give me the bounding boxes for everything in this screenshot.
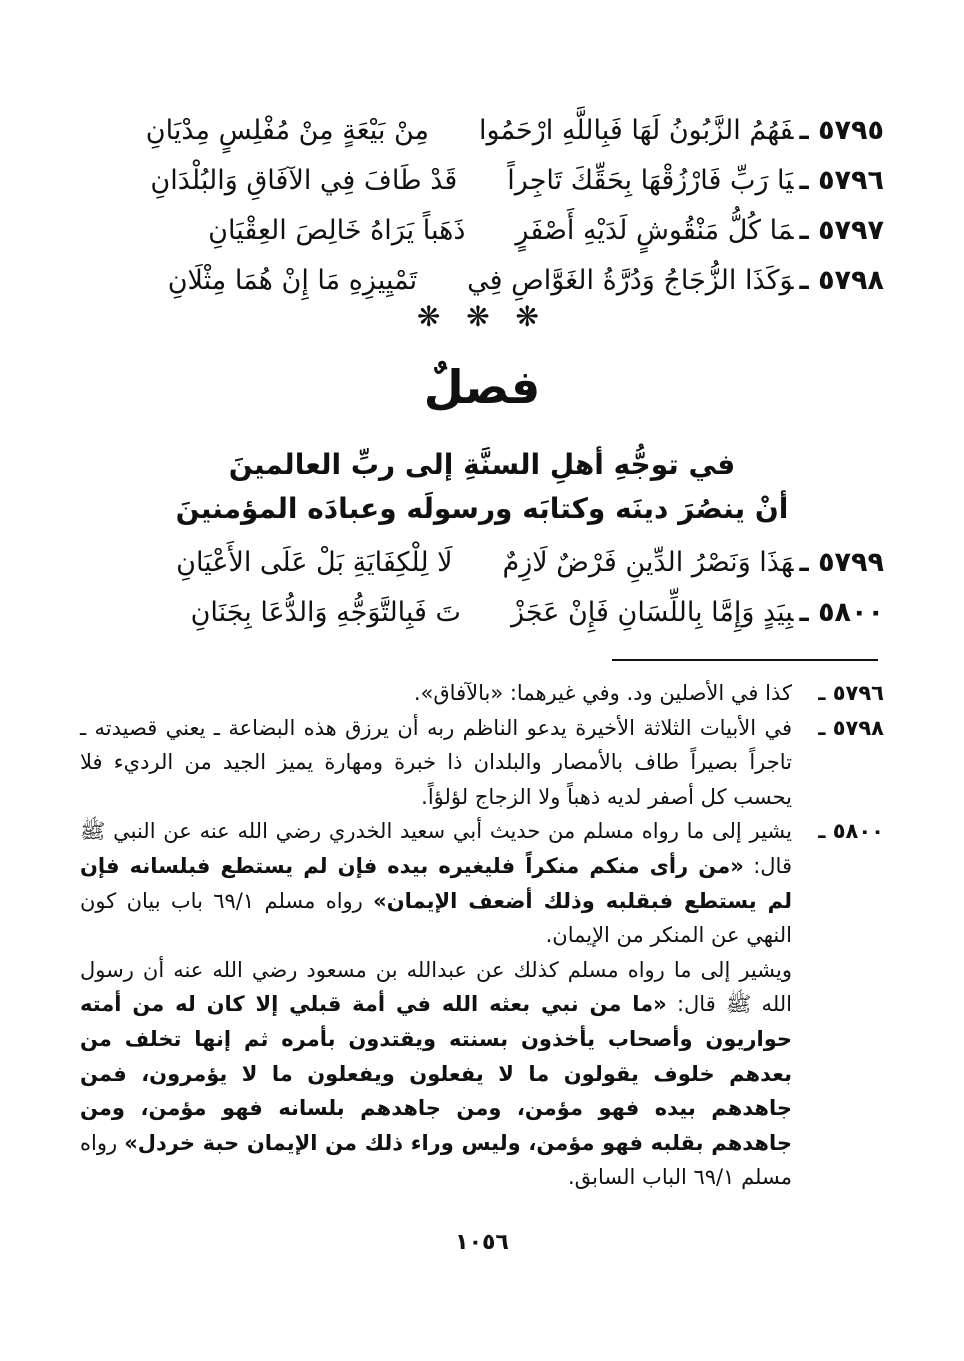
verse-second-hemistich: لَا لِلْكِفَايَةِ بَلْ عَلَى الأَعْيَانِ xyxy=(176,546,453,578)
section-heading-line-2: أنْ ينصُرَ دينَه وكتابَه ورسولَه وعبادَه المؤمنينَ xyxy=(175,492,789,525)
verses-bottom xyxy=(80,537,884,637)
verse-number: ٥٧٩٧ ـ xyxy=(799,214,884,246)
footnote-number: ٥٨٠٠ ـ xyxy=(818,819,884,844)
footnote-5800 xyxy=(80,814,884,952)
verse-second-hemistich: مِنْ بَيْعَةٍ مِنْ مُفْلِسٍ مِدْيَانِ xyxy=(145,114,429,146)
verse-second-hemistich: تَمْيِيزِهِ مَا إِنْ هُمَا مِثْلَانِ xyxy=(167,264,418,296)
footnote-text xyxy=(80,814,792,952)
page-number: ١٠٥٦ xyxy=(455,1230,509,1255)
verse-5798 xyxy=(80,255,884,305)
footnote-5800-continuation xyxy=(80,953,884,1195)
section-title-word: فصلٌ xyxy=(423,360,541,414)
verse-5796 xyxy=(80,155,884,205)
section-heading-line-1: في توجُّهِ أهلِ السنَّةِ إلى ربِّ العالمينَ xyxy=(228,448,736,481)
verse-first-hemistich: ٥٧٩٥ ـفَهُمُ الزَّبُونُ لَهَا فَبِاللَّهِ ارْحَمُوا xyxy=(479,114,884,146)
verse-number: ٥٧٩٦ ـ xyxy=(799,164,884,196)
verse-number: ٥٧٩٥ ـ xyxy=(799,114,884,146)
verse-first-hemistich: ٥٧٩٦ ـيَا رَبِّ فَارْزُقْهَا بِحَقِّكَ تَاجِراً xyxy=(507,164,884,196)
verses-top xyxy=(80,105,884,305)
verse-number: ٥٧٩٩ ـ xyxy=(799,546,884,578)
footnote-number: ٥٧٩٨ ـ xyxy=(818,715,884,740)
verse-second-hemistich: تَ فَبِالتَّوَجُّهِ وَالدُّعَا بِجَنَانِ xyxy=(190,596,461,628)
footnote-text: كذا في الأصلين ود. وفي غيرهما: «بالآفاق». xyxy=(413,681,792,705)
verse-first-hemistich: ٥٧٩٨ ـوَكَذَا الزُّجَاجُ وَدُرَّةُ الغَوَّاصِ فِي xyxy=(467,264,884,296)
section-divider-stars: ❋ ❋ ❋ xyxy=(417,300,547,333)
footnote-paragraph: يشير إلى ما رواه مسلم من حديث أبي سعيد الخدري رضي الله عنه عن النبي ﷺ قال: «من رأى منكم منكراً فليغيره بيده فإن لم يستطع فبلسانه فإن لم يستطع فبقلبه وذلك أضعف الإيمان» رواه مسلم ٦٩/١ باب بيان كون النهي عن المنكر من الإيمان. xyxy=(80,819,792,948)
verse-first-hemistich: ٥٧٩٧ ـمَا كُلُّ مَنْقُوشٍ لَدَيْهِ أَصْفَرٍ xyxy=(515,214,884,246)
footnote-text: في الأبيات الثلاثة الأخيرة يدعو الناظم ربه أن يرزق هذه البضاعة ـ يعني قصيدته ـ تاجراً بصيراً طاف بالأمصار والبلدان ذا خبرة ومهارة يميز الجيد من الرديء فلا يحسب كل أصفر لديه ذهباً ولا الزجاج لؤلؤاً. xyxy=(80,715,792,809)
footnote-number: ٥٧٩٦ ـ xyxy=(818,681,884,705)
footnote-paragraph: ويشير إلى ما رواه مسلم كذلك عن عبدالله بن مسعود رضي الله عنه أن رسول الله ﷺ قال: «ما من نبي بعثه الله في أمة قبلي إلا كان له من أمته حواريون وأصحاب يأخذون بسنته ويقتدون بأمره ثم إنها تخلف من بعدهم خلوف يقولون ما لا يفعلون ويفعلون ما لا يؤمرون، فمن جاهدهم بيده فهو مؤمن، ومن جاهدهم بلسانه فهو مؤمن، ومن جاهدهم بقلبه فهو مؤمن، وليس وراء ذلك من الإيمان حبة خردل» رواه مسلم ٦٩/١ الباب السابق. xyxy=(80,957,792,1190)
verse-5799 xyxy=(80,537,884,587)
verse-second-hemistich: قَدْ طَافَ فِي الآفَاقِ وَالبُلْدَانِ xyxy=(150,164,458,196)
verse-5800 xyxy=(80,587,884,637)
hadith-quote: «من رأى منكم منكراً فليغيره بيده فإن لم يستطع فبلسانه فإن لم يستطع فبقلبه وذلك أضعف الإيمان» xyxy=(80,853,792,913)
verse-5797 xyxy=(80,205,884,255)
verse-5795 xyxy=(80,105,884,155)
footnote-5796 xyxy=(80,676,884,711)
footnote-separator xyxy=(612,659,878,661)
verse-first-hemistich: ٥٨٠٠ ـبِيَدٍ وَإِمَّا بِاللِّسَانِ فَإِنْ عَجَزْ xyxy=(510,596,884,628)
footnotes xyxy=(80,676,884,1195)
verse-number: ٥٧٩٨ ـ xyxy=(799,264,884,296)
verse-first-hemistich: ٥٧٩٩ ـهَذَا وَنَصْرُ الدِّينِ فَرْضٌ لَازِمٌ xyxy=(502,546,884,578)
verse-second-hemistich: ذَهَباً يَرَاهُ خَالِصَ العِقْيَانِ xyxy=(208,214,466,246)
footnote-5798 xyxy=(80,711,884,815)
verse-number: ٥٨٠٠ ـ xyxy=(799,596,884,628)
hadith-quote: «ما من نبي بعثه الله في أمة قبلي إلا كان له من أمته حواريون وأصحاب يأخذون بسنته ويقتدون بأمره ثم إنها تخلف من بعدهم خلوف يقولون ما لا يفعلون ويفعلون ما لا يؤمرون، فمن جاهدهم بيده فهو مؤمن، ومن جاهدهم بلسانه فهو مؤمن، ومن جاهدهم بقلبه فهو مؤمن، وليس وراء ذلك من الإيمان حبة خردل» xyxy=(80,992,792,1155)
